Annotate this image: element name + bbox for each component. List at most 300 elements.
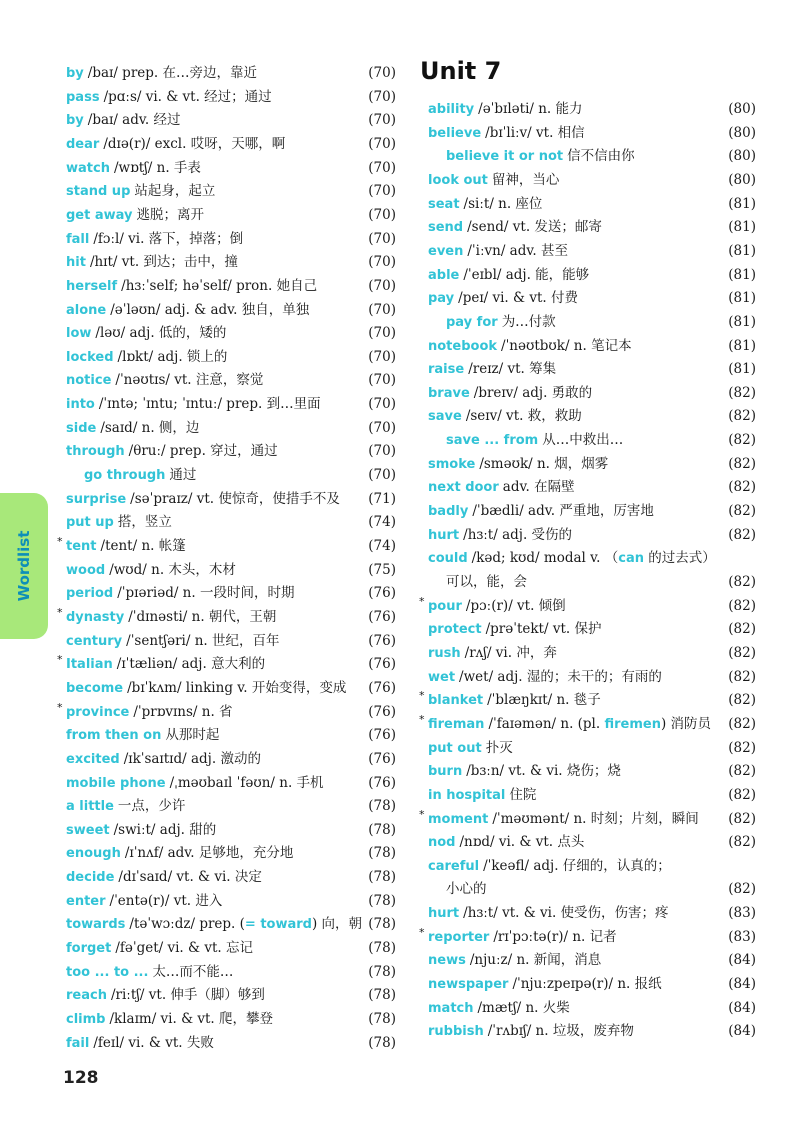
word-entry [428,666,758,688]
entry-body [428,335,632,358]
headword: pay [428,291,455,307]
headword: notice [66,373,112,389]
word-entry [428,145,758,167]
word-entry [419,925,758,948]
definition: /hɪt/ vt. 到达；击中，撞 [89,254,238,271]
headword: low [66,326,92,342]
word-entry [66,559,396,581]
headword: through [66,444,125,460]
definition: /ˈfaɪəmən/ n. (pl. [488,715,605,732]
page-reference: (78) [368,1011,396,1027]
headword: dynasty [66,609,125,625]
entry-body [66,440,278,463]
definition: /təˈwɔːdz/ prep. ( [129,916,245,933]
entry-body [66,677,346,700]
page-reference: (78) [368,892,396,909]
entry-body [66,913,362,936]
page-reference: (82) [728,455,756,472]
page-reference: (70) [368,396,396,413]
word-entry [66,322,396,344]
word-entry [66,890,396,912]
headword: period [66,586,114,602]
word-entry [419,712,758,735]
definition: /seɪv/ vt. 救，救助 [465,408,582,425]
page-reference: (80) [728,171,756,188]
headword: next door [428,480,499,496]
page-reference: (80) [728,148,756,165]
headword: enter [66,893,106,909]
headword: send [428,220,464,236]
page-reference: (74) [368,538,396,554]
page-reference: (83) [728,905,756,922]
entry-body [66,511,172,534]
word-entry [66,204,396,226]
entry-body [428,98,583,121]
entry-body [66,1008,273,1031]
star-mark: * [419,807,425,821]
entry-body [446,311,556,334]
entry-body [66,488,340,511]
definition: /ˈeɪbl/ adj. 能，能够 [463,266,590,283]
headword: rush [428,645,461,661]
entry-body [428,949,601,972]
entry-body [66,62,257,85]
definition: 搭，竖立 [117,514,172,531]
word-entry [66,228,396,250]
definition: /sməʊk/ n. 烟，烟雾 [479,455,609,472]
word-entry [66,62,396,84]
word-entry [66,369,396,391]
word-entry [428,524,758,546]
headword: fall [66,231,90,247]
headword: decide [66,870,115,886]
definition: /bɪˈkʌm/ linking v. 开始变得，变成 [127,679,347,696]
headword: in hospital [428,787,506,803]
page-reference: (82) [728,503,756,520]
page-reference: (76) [368,632,396,649]
word-entry [66,157,396,179]
definition: /ˈentə(r)/ vt. 进入 [109,892,223,909]
entry-body [66,866,262,889]
star-mark: * [419,689,425,703]
word-entry [66,393,396,415]
definition: /hɜːˈself; həˈself/ pron. 她自己 [121,277,318,294]
star-mark: * [57,535,63,548]
headword: reach [66,988,107,1004]
headword: pay for [446,314,498,330]
word-entry [66,346,396,368]
headword: smoke [428,456,476,472]
entry-body [428,453,608,476]
definition: /ɪˈnʌf/ adv. 足够地，充分地 [124,845,294,862]
page-reference: (78) [368,916,396,933]
page-reference: (84) [728,952,756,969]
word-entry [66,109,396,131]
word-entry [419,689,758,711]
headword: protect [428,622,482,638]
definition: /ˈkeəfl/ adj. 仔细的，认真的； [483,857,671,874]
word-entry [428,618,758,640]
page-reference: (70) [368,467,396,484]
word-entry [66,913,396,935]
word-entry [66,866,396,888]
word-entry [428,642,758,664]
entry-body [446,429,623,452]
word-entry [428,547,758,569]
word-entry [66,724,396,746]
headword: match [428,1000,474,1016]
headword: herself [66,278,118,294]
word-entry [66,819,396,841]
page-reference: (82) [728,597,756,614]
page-reference: (71) [368,490,396,507]
entry-body [419,925,617,949]
headword: moment [428,811,489,827]
definition: /ˈbædli/ adv. 严重地，厉害地 [472,503,654,520]
definition: /ˈnəʊtbʊk/ n. 笔记本 [501,337,632,354]
headword: put up [66,515,114,531]
entry-body [66,133,285,156]
entry-body [66,724,219,747]
definition: /reɪz/ vt. 筹集 [468,361,557,378]
headword: stand up [66,184,131,200]
headword: by [66,113,84,129]
wordlist-tab-label: Wordlist [15,530,33,602]
page-reference: (78) [368,845,396,862]
entry-body [66,369,263,392]
page-reference: (76) [368,608,396,625]
word-entry [66,275,396,297]
entry-body [57,700,233,724]
headword: raise [428,362,465,378]
definition: /klaɪm/ vi. & vt. 爬，攀登 [109,1011,274,1027]
headword: tent [66,539,97,554]
page-number: 128 [63,1068,99,1088]
definition: /wɒtʃ/ n. 手表 [113,159,201,176]
entry-body [66,86,272,109]
word-entry [428,382,758,404]
headword: hurt [428,906,460,922]
headword: too ... to ... [66,964,149,980]
headword: by [66,66,84,81]
word-entry [57,700,396,723]
definition: 扑灭 [485,739,513,756]
definition: /swiːt/ adj. 甜的 [113,821,217,838]
word-entry [428,571,758,593]
definition: 通过 [169,467,197,484]
headword: believe it or not [446,149,564,165]
headword: become [66,680,124,696]
headword: nod [428,835,456,851]
page-reference: (82) [728,763,756,780]
definition: /ˌməʊbaɪl ˈfəʊn/ n. 手机 [169,774,324,791]
word-entry [428,264,758,286]
headword: a little [66,799,114,815]
entry-body [428,240,568,263]
page-reference: (78) [368,1034,396,1051]
word-entry [428,973,758,995]
word-entry [428,855,758,877]
entry-body [66,417,199,440]
entry-body [66,842,293,865]
page-reference: (78) [368,963,396,980]
page-reference: (82) [728,526,756,543]
entry-body [428,500,654,523]
entry-body [428,618,601,641]
word-entry [428,878,758,900]
definition: /lɒkt/ adj. 锁上的 [117,348,228,365]
entry-body [428,760,621,783]
definition: /ɪkˈsaɪtɪd/ adj. 激动的 [123,750,261,767]
word-entry [428,405,758,427]
entry-body [66,984,265,1007]
definition: /ˈiːvn/ adv. 甚至 [467,242,568,259]
headword: Italian [66,657,113,673]
word-entry [428,287,758,309]
page-reference: (81) [728,290,756,307]
definition: /mætʃ/ n. 火柴 [477,999,570,1016]
definition: /send/ vt. 发送；邮寄 [467,219,602,236]
headword: look out [428,172,488,188]
page-reference: (82) [728,786,756,803]
page-reference: (70) [368,254,396,271]
headword: hurt [428,527,460,543]
definition: 小心的 [446,881,487,898]
headword: blanket [428,693,484,709]
page-reference: (70) [368,301,396,318]
definition: 可以，能，会 [446,574,527,590]
word-entry [428,949,758,971]
word-entry [66,842,396,864]
headword: dear [66,136,100,152]
page-reference: (75) [368,561,396,578]
entry-body [428,358,556,381]
page-reference: (80) [728,101,756,117]
headword: rubbish [428,1024,484,1040]
page-reference: (70) [368,112,396,129]
definition: /kəd; kʊd/ modal v. （ [471,550,619,567]
page-reference: (78) [368,798,396,815]
entry-body [66,819,216,842]
page-reference: (81) [728,195,756,212]
page-reference: (82) [728,479,756,496]
entry-body [428,973,662,996]
headword: put out [428,740,482,756]
entry-body [66,109,180,132]
entry-body [428,997,570,1020]
entry-body [446,878,487,900]
page-reference: (82) [728,644,756,661]
star-mark: * [57,700,63,714]
page-reference: (81) [728,361,756,378]
headword: even [428,243,464,259]
definition: 留神，当心 [491,171,560,188]
word-entry [428,476,758,498]
headword: able [428,267,460,283]
entry-body [428,382,592,405]
page-reference: (76) [368,656,396,673]
headword: brave [428,385,470,401]
definition: /səˈpraɪz/ vt. 使惊奇，使措手不及 [130,490,340,507]
page-reference: (78) [368,987,396,1004]
definition: /ˈdɪnəsti/ n. 朝代，王朝 [128,608,277,625]
word-entry [428,1020,758,1042]
page-reference: (84) [728,999,756,1016]
headword: believe [428,125,482,141]
page-reference: (70) [368,135,396,152]
headword: pour [428,598,462,614]
word-entry [66,417,396,439]
definition: /əˈləʊn/ adj. & adv. 独自，单独 [110,301,310,318]
word-entry [428,193,758,215]
headword: from then on [66,728,162,744]
page-reference: (70) [368,325,396,342]
page-reference: (80) [728,124,756,141]
word-entry [66,582,396,604]
entry-body [428,476,575,499]
entry-body [428,524,572,547]
definition: /dɪə(r)/ excl. 哎呀，天哪，啊 [103,135,286,152]
page-reference: (74) [368,514,396,531]
headword: forget [66,941,112,957]
word-entry [428,902,758,924]
page-reference: (70) [368,277,396,294]
entry-body [66,157,201,180]
inline-headword: firemen [604,716,661,732]
page-reference: (82) [728,408,756,425]
definition: /riːtʃ/ vt. 伸手（脚）够到 [110,987,265,1004]
page-reference: (70) [368,183,396,200]
inline-headword: = toward [244,917,312,933]
page-reference: (76) [368,679,396,696]
entry-body [419,807,699,831]
page-reference: (82) [728,432,756,449]
star-mark: * [419,925,425,939]
entry-body [66,393,321,416]
definition: /wet/ adj. 湿的；未干的；有雨的 [459,668,662,685]
page-reference: (83) [728,928,756,945]
entry-body [428,737,513,760]
entry-body [428,193,542,216]
definition: /ləʊ/ adj. 低的，矮的 [95,325,227,342]
word-entry [428,358,758,380]
page-reference: (70) [368,230,396,247]
entry-body [428,666,662,689]
definition-tail: 的过去式） [643,550,716,567]
entry-body [66,748,261,771]
word-entry [428,122,758,144]
entry-body [66,180,215,203]
page-reference: (70) [368,206,396,223]
definition: /hɜːt/ adj. 受伤的 [463,526,573,543]
word-entry [66,464,396,486]
definition: 从那时起 [165,727,220,744]
definition: /siːt/ n. 座位 [463,195,543,212]
definition: /ˈnəʊtɪs/ vt. 注意，察觉 [115,372,264,389]
word-entry [57,605,396,628]
entry-body [66,275,317,298]
star-mark: * [419,594,425,608]
page-reference: (82) [728,668,756,685]
headword: enough [66,846,121,862]
definition: 一点，少许 [117,798,186,815]
definition: /əˈbɪləti/ n. 能力 [478,101,583,117]
definition: /ˈnjuːzpeɪpə(r)/ n. 报纸 [512,976,662,993]
word-entry [428,216,758,238]
word-entry [419,594,758,617]
page-reference: (70) [368,88,396,105]
entry-body [66,251,238,274]
entry-body [419,689,601,712]
definition: /bɜːn/ vt. & vi. 烧伤；烧 [466,763,621,780]
star-mark: * [419,712,425,726]
word-entry [66,677,396,699]
entry-body [428,287,578,310]
page-reference: (82) [728,881,756,898]
headword: save [428,409,462,425]
entry-body [66,582,294,605]
page-reference: (81) [728,242,756,259]
word-entry [428,784,758,806]
page-reference: (70) [368,419,396,436]
headword: sweet [66,822,110,838]
page-reference: (76) [368,727,396,744]
headword: excited [66,751,120,767]
word-entry [66,748,396,770]
word-entry [66,133,396,155]
entry-body [428,547,716,570]
entry-body [66,228,243,251]
headword: reporter [428,929,490,945]
entry-body [66,204,204,227]
page-reference: (81) [728,337,756,354]
word-entry [428,831,758,853]
entry-body [428,216,602,239]
definition: /ˈpɪəriəd/ n. 一段时间，时期 [117,585,295,602]
entry-body [428,902,669,925]
definition: 站起身，起立 [134,183,216,200]
headword: fireman [428,716,485,732]
word-entry [419,807,758,830]
page-reference: (78) [368,869,396,886]
page-reference: (70) [368,443,396,460]
word-entry [66,180,396,202]
entry-body [66,630,279,653]
inline-headword: can [618,551,644,567]
page-reference: (76) [368,750,396,767]
headword: towards [66,917,126,933]
definition: /ˈməʊmənt/ n. 时刻；片刻，瞬间 [492,810,699,827]
headword: pass [66,89,100,105]
entry-body [66,322,226,345]
definition: /baɪ/ adv. 经过 [87,112,181,129]
entry-body [66,890,222,913]
page-reference: (76) [368,585,396,602]
entry-body [428,405,582,428]
word-entry [428,760,758,782]
page-reference: (70) [368,65,396,81]
word-entry [428,737,758,759]
word-entry [57,653,396,675]
page-reference: (82) [728,834,756,851]
definition-tail: ) 消防员 [660,715,712,732]
definition: /prəˈtekt/ vt. 保护 [485,621,602,638]
definition: /nɒd/ vi. & vt. 点头 [459,834,585,851]
definition: /breɪv/ adj. 勇敢的 [473,384,593,401]
page-reference: (78) [368,940,396,957]
definition: /θruː/ prep. 穿过，通过 [128,443,278,460]
headword: alone [66,302,107,318]
